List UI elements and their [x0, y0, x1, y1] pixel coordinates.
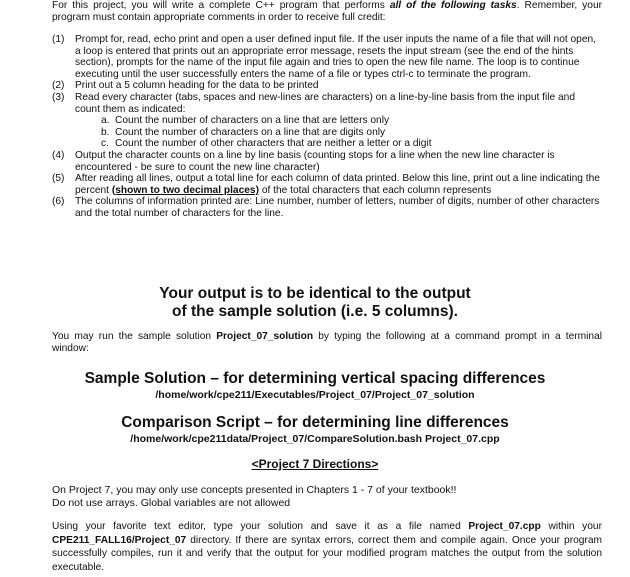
subtask-text: Count the number of characters on a line that are digits only — [115, 126, 386, 138]
task-text: The columns of information printed are: Line number, number of letters, number of digits, number of other characters and the total number of characters for the line. — [75, 196, 600, 219]
run-note-text: You may run the sample solution — [52, 331, 217, 342]
subtask-text: Count the number of characters on a line that are letters only — [115, 115, 390, 127]
subtask-item-c — [75, 138, 600, 150]
closing-text: within your — [540, 521, 602, 532]
comparison-script-path: /home/work/cpe211data/Project_07/CompareSolution.bash Project_07.cpp — [130, 433, 500, 445]
task-item-1 — [52, 34, 600, 80]
task-emphasis: (shown to two decimal places) — [111, 184, 259, 196]
closing-text-end: directory. If there are syntax errors, correct them and compile again. Once your program successfully compiles, run it and verify that the output for your modified program matches the output from the solution executable. — [52, 534, 602, 573]
intro-text: For this project, you will write a complete C++ program that performs — [52, 0, 390, 11]
task-item-4 — [52, 150, 600, 173]
subtask-letter: c. — [101, 138, 109, 150]
headline-line-2: of the sample solution (i.e. 5 columns). — [172, 303, 458, 320]
run-note — [52, 331, 602, 355]
task-number: (1) — [52, 34, 65, 45]
task-text: Prompt for, read, echo print and open a user defined input file. If the user inputs the name of a file that will not open, a loop is entered that prints out an appropriate error message, resets the input stream (see the end of the hints section), prompts for the name of the input file again and tries to open the new file name. The loop is to continue executing until the user successfully enters the name of a file or types ctrl-c to terminate the program. — [75, 34, 597, 80]
intro-paragraph — [52, 0, 602, 24]
task-item-5 — [52, 173, 600, 196]
subtask-item-b — [75, 127, 600, 139]
headline-line-1: Your output is to be identical to the output — [159, 285, 471, 302]
task-item-3 — [52, 92, 600, 150]
sample-solution-title: Sample Solution – for determining vertical spacing differences — [84, 370, 546, 387]
subtask-letter: a. — [101, 115, 110, 127]
subtask-list — [75, 115, 600, 150]
solution-name: Project_07_solution — [216, 331, 314, 342]
subtask-letter: b. — [101, 126, 110, 138]
restriction-line-2: Do not use arrays. Global variables are not allowed — [52, 497, 291, 509]
task-text-end: of the total characters that each column represents — [259, 184, 492, 196]
task-item-2 — [52, 80, 600, 92]
task-list — [52, 34, 600, 220]
intro-text-end: . Remember, your program must contain appropriate comments in order to receive full credit: — [52, 0, 603, 23]
task-number: (4) — [52, 149, 65, 161]
task-text: After reading all lines, output a total line for each column of data printed. Below this line, print out a line indicating the percent — [75, 173, 600, 196]
subtask-text: Count the number of other characters that are neither a letter or a digit — [115, 138, 432, 150]
closing-paragraph — [52, 520, 602, 574]
task-number: (6) — [52, 196, 65, 208]
task-text: Print out a 5 column heading for the data to be printed — [75, 80, 319, 92]
restriction-line-1: On Project 7, you may only use concepts presented in Chapters 1 - 7 of your textbook!! — [52, 484, 457, 496]
file-name: Project_07.cpp — [468, 521, 541, 532]
comparison-script-title: Comparison Script – for determining line differences — [121, 414, 509, 431]
sample-solution-path: /home/work/cpe211/Executables/Project_07/Project_07_solution — [155, 389, 475, 401]
task-number: (3) — [52, 91, 65, 103]
task-text: Read every character (tabs, spaces and new-lines are characters) on a line-by-line basis from the input file and count them as indicated: — [75, 91, 576, 115]
task-text: Output the character counts on a line by line basis (counting stops for a line when the new line character is encountered - be sure to count the new line character) — [75, 149, 555, 173]
closing-text: Using your favorite text editor, type your solution and save it as a file named — [52, 521, 469, 532]
directory-name: CPE211_FALL16/Project_07 — [52, 534, 187, 546]
run-note-text-end: by typing the following at a command prompt in a terminal window: — [52, 331, 603, 354]
task-item-6 — [52, 196, 600, 219]
task-number: (2) — [52, 80, 65, 92]
project-directions-link[interactable]: <Project 7 Directions> — [251, 457, 379, 471]
subtask-item-a — [75, 115, 600, 127]
intro-emphasis: all of the following tasks — [389, 0, 517, 11]
task-number: (5) — [52, 173, 65, 185]
